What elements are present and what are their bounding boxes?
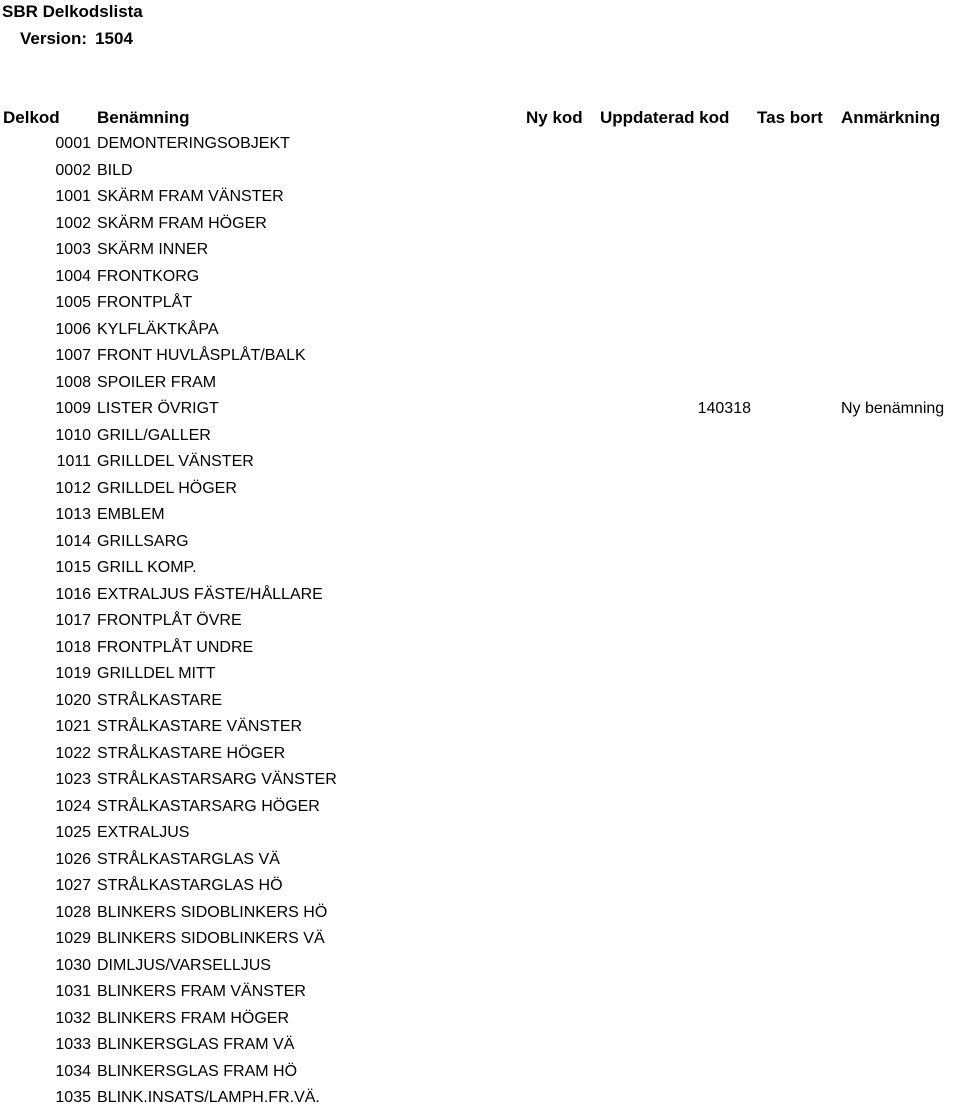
delkod-cell: 0001 xyxy=(55,135,91,152)
table-row xyxy=(0,212,960,239)
table-row xyxy=(0,185,960,212)
table-row xyxy=(0,318,960,345)
table-row xyxy=(0,132,960,159)
delkod-cell: 1015 xyxy=(55,559,91,576)
delkod-cell: 1012 xyxy=(55,479,91,497)
delkod-cell: 1029 xyxy=(55,930,91,947)
delkod-cell: 1014 xyxy=(55,532,91,550)
table-row xyxy=(0,768,960,795)
benamning-cell: GRILLDEL MITT xyxy=(97,665,216,682)
document-title: SBR Delkodslista xyxy=(2,2,143,21)
benamning-cell: BLINKERS SIDOBLINKERS HÖ xyxy=(97,903,328,921)
anmarkning-cell: Ny benämning xyxy=(841,400,945,417)
table-row xyxy=(0,265,960,292)
table-row xyxy=(0,795,960,822)
header-anmarkning: Anmärkning xyxy=(841,108,941,127)
delkod-cell: 1007 xyxy=(55,347,91,364)
benamning-cell: STRÅLKASTARSARG VÄNSTER xyxy=(97,771,337,788)
delkod-cell: 1033 xyxy=(55,1036,91,1053)
header-tas-bort: Tas bort xyxy=(757,108,823,127)
benamning-cell: FRONT HUVLÅSPLÅT/BALK xyxy=(97,347,306,364)
delkod-cell: 0002 xyxy=(55,161,91,179)
table-row xyxy=(0,1007,960,1034)
header-ny-kod: Ny kod xyxy=(526,108,583,127)
delkod-cell: 1003 xyxy=(55,241,91,258)
version-value: 1504 xyxy=(95,29,133,48)
table-row xyxy=(0,450,960,477)
delkod-cell: 1024 xyxy=(55,797,91,815)
benamning-cell: SKÄRM FRAM HÖGER xyxy=(97,214,267,232)
delkod-cell: 1019 xyxy=(55,665,91,682)
delkod-cell: 1026 xyxy=(55,850,91,868)
table-row xyxy=(0,344,960,371)
delkod-cell: 1021 xyxy=(55,718,91,735)
delkod-cell: 1031 xyxy=(55,983,91,1000)
table-row xyxy=(0,583,960,610)
benamning-cell: DIMLJUS/VARSELLJUS xyxy=(97,956,271,974)
benamning-cell: LISTER ÖVRIGT xyxy=(97,400,219,417)
table-row xyxy=(0,874,960,901)
benamning-cell: STRÅLKASTARSARG HÖGER xyxy=(97,797,320,815)
benamning-cell: EXTRALJUS xyxy=(97,824,190,841)
benamning-cell: BLINK.INSATS/LAMPH.FR.VÄ. xyxy=(97,1089,320,1106)
table-row xyxy=(0,291,960,318)
benamning-cell: BLINKERSGLAS FRAM HÖ xyxy=(97,1062,298,1080)
table-row xyxy=(0,1033,960,1060)
delkod-cell: 1004 xyxy=(55,267,91,285)
delkod-cell: 1025 xyxy=(55,824,91,841)
uppdaterad-kod-cell: 140318 xyxy=(697,400,751,417)
header-benamning: Benämning xyxy=(97,108,190,127)
delkod-cell: 1018 xyxy=(55,638,91,656)
delkod-cell: 1005 xyxy=(55,294,91,311)
benamning-cell: FRONTKORG xyxy=(97,267,200,285)
table-row xyxy=(0,848,960,875)
benamning-cell: STRÅLKASTARE VÄNSTER xyxy=(97,718,303,735)
delkod-cell: 1009 xyxy=(55,400,91,417)
table-row xyxy=(0,477,960,504)
benamning-cell: KYLFLÄKTKÅPA xyxy=(97,320,219,338)
benamning-cell: DEMONTERINGSOBJEKT xyxy=(97,135,290,152)
benamning-cell: SPOILER FRAM xyxy=(97,373,217,391)
delkod-cell: 1013 xyxy=(55,506,91,523)
table-row xyxy=(0,1060,960,1087)
table-row xyxy=(0,556,960,583)
delkod-cell: 1011 xyxy=(56,453,91,470)
benamning-cell: FRONTPLÅT UNDRE xyxy=(97,638,254,656)
benamning-cell: GRILL/GALLER xyxy=(97,426,211,444)
table-row xyxy=(0,927,960,954)
delkod-cell: 1028 xyxy=(55,903,91,921)
benamning-cell: STRÅLKASTARE xyxy=(97,691,223,709)
benamning-cell: FRONTPLÅT ÖVRE xyxy=(97,612,242,629)
benamning-cell: SKÄRM INNER xyxy=(97,241,209,258)
benamning-cell: FRONTPLÅT xyxy=(97,294,193,311)
table-row xyxy=(0,689,960,716)
delkod-cell: 1006 xyxy=(55,320,91,338)
table-row xyxy=(0,636,960,663)
delkod-cell: 1027 xyxy=(55,877,91,894)
delkod-cell: 1023 xyxy=(55,771,91,788)
delkod-cell: 1017 xyxy=(55,612,91,629)
benamning-cell: BLINKERS FRAM VÄNSTER xyxy=(97,983,306,1000)
benamning-cell: BLINKERS FRAM HÖGER xyxy=(97,1009,290,1027)
version-label: Version: xyxy=(20,29,88,48)
benamning-cell: STRÅLKASTARGLAS HÖ xyxy=(97,877,283,894)
delkod-cell: 1022 xyxy=(55,744,91,762)
benamning-cell: STRÅLKASTARGLAS VÄ xyxy=(97,850,280,868)
delkod-cell: 1016 xyxy=(55,585,91,603)
table-row xyxy=(0,715,960,742)
delkod-cell: 1034 xyxy=(55,1062,91,1080)
table-row xyxy=(0,424,960,451)
benamning-cell: BILD xyxy=(97,161,133,179)
table-row xyxy=(0,1086,960,1113)
table-row xyxy=(0,980,960,1007)
benamning-cell: BLINKERS SIDOBLINKERS VÄ xyxy=(97,930,325,947)
delkod-cell: 1002 xyxy=(55,214,91,232)
delkod-cell: 1001 xyxy=(55,188,91,205)
table-row xyxy=(0,238,960,265)
table-row xyxy=(0,530,960,557)
benamning-cell: BLINKERSGLAS FRAM VÄ xyxy=(97,1036,295,1053)
delkod-cell: 1030 xyxy=(55,956,91,974)
benamning-cell: GRILLDEL VÄNSTER xyxy=(97,453,254,470)
table-row xyxy=(0,821,960,848)
delkod-cell: 1035 xyxy=(55,1089,91,1106)
header-delkod: Delkod xyxy=(3,108,60,127)
table-row xyxy=(0,503,960,530)
benamning-cell: GRILLDEL HÖGER xyxy=(97,479,237,497)
table-row xyxy=(0,397,960,424)
version-line xyxy=(20,27,133,51)
delkod-cell: 1032 xyxy=(55,1009,91,1027)
table-row xyxy=(0,609,960,636)
table-row xyxy=(0,742,960,769)
table-row xyxy=(0,901,960,928)
benamning-cell: GRILLSARG xyxy=(97,532,189,550)
table-row xyxy=(0,371,960,398)
table-row xyxy=(0,662,960,689)
benamning-cell: STRÅLKASTARE HÖGER xyxy=(97,744,286,762)
header-uppdaterad-kod: Uppdaterad kod xyxy=(600,108,730,127)
delkod-cell: 1020 xyxy=(55,691,91,709)
table-body xyxy=(0,132,960,1113)
benamning-cell: EXTRALJUS FÄSTE/HÅLLARE xyxy=(97,585,323,603)
benamning-cell: EMBLEM xyxy=(97,506,165,523)
table-row xyxy=(0,159,960,186)
benamning-cell: SKÄRM FRAM VÄNSTER xyxy=(97,188,284,205)
table-row xyxy=(0,954,960,981)
delkod-cell: 1008 xyxy=(55,373,91,391)
delkod-cell: 1010 xyxy=(55,426,91,444)
benamning-cell: GRILL KOMP. xyxy=(97,559,197,576)
